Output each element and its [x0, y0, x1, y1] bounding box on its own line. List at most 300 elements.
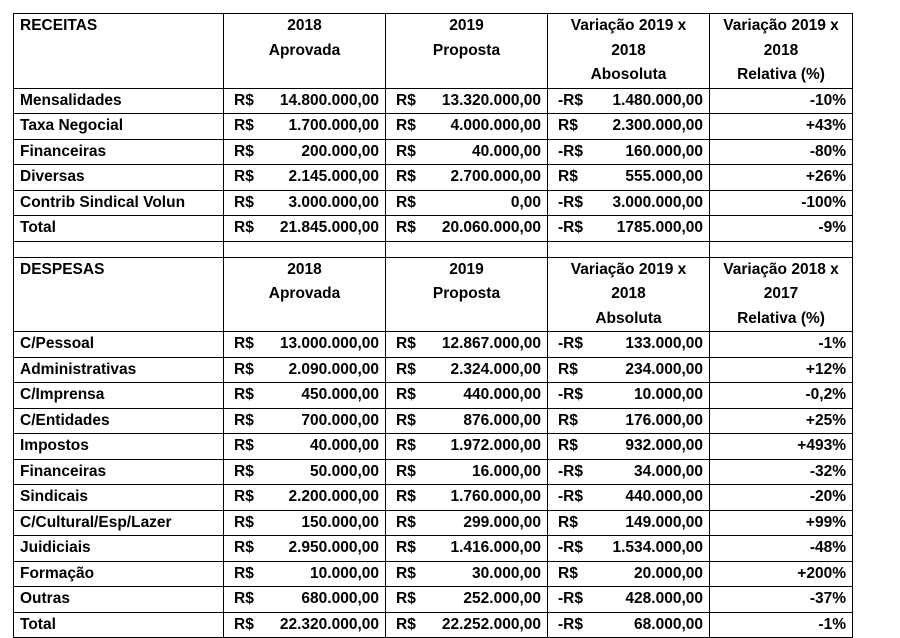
money-cell-c2	[386, 216, 548, 242]
money-value	[392, 409, 541, 434]
despesas-header-col2	[386, 257, 548, 332]
percent-value: -32%	[809, 462, 846, 480]
header-line: Relativa (%)	[737, 309, 825, 327]
money-value	[392, 485, 541, 510]
row-label	[14, 561, 224, 587]
amount: 13.000.000,00	[279, 335, 379, 352]
percent-value: -100%	[801, 193, 846, 211]
currency-prefix: R$	[234, 91, 254, 109]
percent-value: -10%	[809, 91, 846, 109]
amount: 3.000.000,00	[288, 193, 379, 211]
money-value	[392, 216, 541, 241]
money-value	[554, 216, 703, 241]
money-cell-c1	[224, 216, 386, 242]
despesas-title-text: DESPESAS	[20, 260, 105, 278]
currency-prefix: -R$	[558, 386, 583, 403]
currency-prefix: R$	[558, 564, 578, 582]
header-line: Aprovada	[268, 41, 341, 59]
currency-prefix: -R$	[558, 91, 583, 109]
amount: 450.000,00	[301, 386, 379, 403]
spacer-row	[14, 241, 853, 257]
money-value	[230, 511, 379, 536]
money-cell-c2	[386, 536, 548, 562]
table-row	[14, 139, 853, 165]
spacer-cell	[386, 241, 548, 257]
amount: 1.700.000,00	[288, 117, 379, 134]
money-value	[392, 140, 541, 165]
table-row	[14, 190, 853, 216]
table-row	[14, 114, 853, 140]
currency-prefix: R$	[396, 91, 416, 109]
money-cell-c1	[224, 165, 386, 191]
table-row	[14, 408, 853, 434]
money-cell-c3	[548, 383, 710, 409]
currency-prefix: R$	[234, 462, 254, 480]
currency-prefix: R$	[234, 564, 254, 582]
row-label	[14, 383, 224, 409]
money-cell-c2	[386, 383, 548, 409]
currency-prefix: R$	[396, 564, 416, 582]
money-cell-c2	[386, 408, 548, 434]
amount: 2.145.000,00	[288, 168, 379, 185]
money-cell-c3	[548, 485, 710, 511]
money-value	[230, 409, 379, 434]
row-label	[14, 165, 224, 191]
currency-prefix: R$	[234, 615, 254, 633]
percent-value: +43%	[805, 117, 846, 134]
amount: 0,00	[510, 193, 541, 211]
currency-prefix: R$	[396, 539, 416, 556]
amount: 2.090.000,00	[288, 360, 379, 378]
table-row	[14, 383, 853, 409]
money-value	[554, 536, 703, 561]
table-row	[14, 510, 853, 536]
money-value	[230, 613, 379, 638]
currency-prefix: R$	[558, 437, 578, 454]
currency-prefix: R$	[234, 142, 254, 160]
currency-prefix: R$	[234, 360, 254, 378]
money-cell-c2	[386, 332, 548, 358]
amount: 22.252.000,00	[441, 615, 541, 633]
table-row	[14, 332, 853, 358]
amount: 40.000,00	[472, 142, 541, 160]
money-value	[230, 114, 379, 139]
amount: 1.972.000,00	[450, 437, 541, 454]
money-cell-c3	[548, 561, 710, 587]
currency-prefix: R$	[396, 168, 416, 185]
money-cell-c2	[386, 88, 548, 114]
currency-prefix: R$	[558, 360, 578, 378]
table-row	[14, 485, 853, 511]
currency-prefix: R$	[396, 117, 416, 134]
budget-table-body	[14, 14, 853, 638]
amount: 932.000,00	[625, 437, 703, 454]
percent-cell	[710, 357, 853, 383]
header-line: Proposta	[432, 41, 501, 59]
money-cell-c2	[386, 139, 548, 165]
row-label	[14, 459, 224, 485]
amount: 21.845.000,00	[279, 219, 379, 236]
table-row	[14, 88, 853, 114]
currency-prefix: R$	[234, 386, 254, 403]
percent-value: +99%	[805, 513, 846, 531]
row-label	[14, 408, 224, 434]
percent-value: -1%	[818, 335, 846, 352]
money-cell-c3	[548, 216, 710, 242]
percent-cell	[710, 561, 853, 587]
money-cell-c3	[548, 332, 710, 358]
currency-prefix: R$	[234, 488, 254, 505]
despesas-header-col1	[224, 257, 386, 332]
amount: 176.000,00	[625, 411, 703, 429]
header-line: 2018	[287, 260, 322, 278]
money-cell-c3	[548, 510, 710, 536]
money-value	[554, 358, 703, 383]
money-value	[554, 191, 703, 216]
money-value	[230, 358, 379, 383]
receitas-header-col2	[386, 14, 548, 89]
percent-cell	[710, 165, 853, 191]
currency-prefix: -R$	[558, 539, 583, 556]
row-label	[14, 536, 224, 562]
currency-prefix: R$	[234, 539, 254, 556]
amount: 234.000,00	[625, 360, 703, 378]
percent-cell	[710, 139, 853, 165]
amount: 2.700.000,00	[450, 168, 541, 185]
money-value	[554, 587, 703, 612]
currency-prefix: R$	[396, 193, 416, 211]
money-cell-c3	[548, 190, 710, 216]
row-label-text: Juidiciais	[20, 539, 91, 556]
receitas-header-col3	[548, 14, 710, 89]
header-line: 2018	[611, 285, 646, 302]
money-value	[230, 587, 379, 612]
money-value	[392, 536, 541, 561]
table-row	[14, 561, 853, 587]
money-value	[392, 460, 541, 485]
money-cell-c1	[224, 332, 386, 358]
money-value	[230, 383, 379, 408]
header-line: Aprovada	[268, 285, 341, 302]
money-value	[392, 358, 541, 383]
money-cell-c1	[224, 190, 386, 216]
amount: 13.320.000,00	[441, 91, 541, 109]
currency-prefix: R$	[234, 437, 254, 454]
money-cell-c3	[548, 587, 710, 613]
spacer-cell	[224, 241, 386, 257]
money-cell-c1	[224, 587, 386, 613]
money-value	[230, 191, 379, 216]
money-cell-c2	[386, 357, 548, 383]
money-cell-c3	[548, 459, 710, 485]
row-label	[14, 114, 224, 140]
currency-prefix: -R$	[558, 142, 583, 160]
currency-prefix: R$	[558, 168, 578, 185]
currency-prefix: -R$	[558, 488, 583, 505]
amount: 14.800.000,00	[279, 91, 379, 109]
receitas-section-title	[14, 14, 224, 89]
amount: 1.534.000,00	[612, 539, 703, 556]
percent-cell	[710, 216, 853, 242]
row-label-text: Total	[20, 615, 56, 633]
money-value	[392, 383, 541, 408]
row-label-text: Formação	[20, 564, 95, 582]
amount: 440.000,00	[625, 488, 703, 505]
amount: 200.000,00	[301, 142, 379, 160]
currency-prefix: R$	[234, 335, 254, 352]
receitas-header-row	[14, 14, 853, 89]
currency-prefix: R$	[396, 386, 416, 403]
table-row	[14, 434, 853, 460]
money-value	[230, 434, 379, 459]
money-value	[392, 613, 541, 638]
money-cell-c3	[548, 165, 710, 191]
currency-prefix: R$	[558, 411, 578, 429]
currency-prefix: -R$	[558, 193, 583, 211]
currency-prefix: -R$	[558, 590, 583, 607]
amount: 2.300.000,00	[612, 117, 703, 134]
currency-prefix: R$	[234, 411, 254, 429]
amount: 299.000,00	[463, 513, 541, 531]
money-cell-c3	[548, 408, 710, 434]
despesas-header-col3	[548, 257, 710, 332]
currency-prefix: R$	[234, 513, 254, 531]
percent-cell	[710, 332, 853, 358]
money-cell-c2	[386, 587, 548, 613]
amount: 555.000,00	[625, 168, 703, 185]
currency-prefix: R$	[396, 142, 416, 160]
currency-prefix: -R$	[558, 335, 583, 352]
money-cell-c1	[224, 114, 386, 140]
percent-value: -80%	[809, 142, 846, 160]
money-cell-c3	[548, 357, 710, 383]
money-value	[554, 511, 703, 536]
spacer-cell	[710, 241, 853, 257]
amount: 20.000,00	[634, 564, 703, 582]
money-value	[230, 536, 379, 561]
money-value	[392, 191, 541, 216]
percent-cell	[710, 485, 853, 511]
table-row	[14, 165, 853, 191]
money-cell-c1	[224, 434, 386, 460]
receitas-header-col1	[224, 14, 386, 89]
row-label-text: C/Pessoal	[20, 335, 95, 352]
money-value	[554, 140, 703, 165]
money-cell-c1	[224, 139, 386, 165]
row-label-text: Sindicais	[20, 488, 89, 505]
amount: 34.000,00	[634, 462, 703, 480]
currency-prefix: R$	[396, 219, 416, 236]
amount: 10.000,00	[310, 564, 379, 582]
amount: 68.000,00	[634, 615, 703, 633]
money-value	[554, 89, 703, 114]
money-cell-c2	[386, 434, 548, 460]
amount: 700.000,00	[301, 411, 379, 429]
money-value	[230, 140, 379, 165]
amount: 16.000,00	[472, 462, 541, 480]
currency-prefix: -R$	[558, 462, 583, 480]
percent-cell	[710, 434, 853, 460]
table-row	[14, 536, 853, 562]
percent-value: +493%	[797, 437, 846, 454]
spacer-cell	[548, 241, 710, 257]
money-cell-c3	[548, 139, 710, 165]
amount: 30.000,00	[472, 564, 541, 582]
money-value	[554, 460, 703, 485]
amount: 252.000,00	[463, 590, 541, 607]
money-cell-c1	[224, 459, 386, 485]
money-cell-c2	[386, 510, 548, 536]
table-row	[14, 459, 853, 485]
header-line: 2019	[449, 17, 484, 34]
amount: 2.200.000,00	[288, 488, 379, 505]
budget-table	[13, 13, 853, 638]
header-line: 2018	[287, 17, 322, 34]
amount: 440.000,00	[463, 386, 541, 403]
row-label-text: C/Cultural/Esp/Lazer	[20, 513, 172, 531]
money-cell-c2	[386, 165, 548, 191]
money-value	[392, 587, 541, 612]
despesas-header-col4	[710, 257, 853, 332]
money-value	[230, 165, 379, 190]
money-value	[392, 434, 541, 459]
header-line: 2018	[763, 41, 799, 59]
header-line: Variação 2019 x	[723, 17, 839, 34]
percent-cell	[710, 510, 853, 536]
amount: 149.000,00	[625, 513, 703, 531]
money-cell-c1	[224, 408, 386, 434]
money-value	[230, 332, 379, 357]
currency-prefix: R$	[396, 590, 416, 607]
amount: 1785.000,00	[616, 219, 703, 236]
money-value	[554, 409, 703, 434]
currency-prefix: R$	[234, 590, 254, 607]
money-cell-c1	[224, 88, 386, 114]
money-value	[554, 165, 703, 190]
amount: 50.000,00	[310, 462, 379, 480]
money-cell-c2	[386, 114, 548, 140]
row-label-text: Impostos	[20, 437, 89, 454]
money-value	[554, 383, 703, 408]
money-value	[392, 89, 541, 114]
amount: 2.324.000,00	[450, 360, 541, 378]
row-label	[14, 357, 224, 383]
row-label	[14, 216, 224, 242]
money-cell-c1	[224, 510, 386, 536]
amount: 4.000.000,00	[450, 117, 541, 134]
money-value	[392, 511, 541, 536]
row-label-text: Taxa Negocial	[20, 117, 124, 134]
amount: 12.867.000,00	[441, 335, 541, 352]
currency-prefix: R$	[396, 437, 416, 454]
money-value	[230, 460, 379, 485]
percent-cell	[710, 408, 853, 434]
header-line: 2018	[611, 41, 646, 59]
row-label-text: Financeiras	[20, 142, 107, 160]
receitas-header-col4	[710, 14, 853, 89]
currency-prefix: R$	[396, 360, 416, 378]
money-cell-c1	[224, 561, 386, 587]
money-cell-c2	[386, 561, 548, 587]
currency-prefix: R$	[234, 219, 254, 236]
row-label-text: C/Entidades	[20, 411, 110, 429]
money-value	[230, 485, 379, 510]
row-label	[14, 434, 224, 460]
currency-prefix: R$	[396, 462, 416, 480]
money-value	[554, 434, 703, 459]
money-value	[554, 613, 703, 638]
money-value	[554, 562, 703, 587]
header-line: Variação 2018 x	[723, 260, 839, 278]
currency-prefix: R$	[396, 488, 416, 505]
amount: 428.000,00	[625, 590, 703, 607]
money-value	[554, 114, 703, 139]
amount: 2.950.000,00	[288, 539, 379, 556]
row-label-text: Total	[20, 219, 56, 236]
row-label-text: Outras	[20, 590, 70, 607]
money-cell-c1	[224, 485, 386, 511]
row-label-text: Mensalidades	[20, 91, 122, 109]
percent-value: -0,2%	[805, 386, 846, 403]
despesas-header-row	[14, 257, 853, 332]
amount: 133.000,00	[625, 335, 703, 352]
percent-cell	[710, 190, 853, 216]
money-cell-c3	[548, 434, 710, 460]
row-label-text: Financeiras	[20, 462, 107, 480]
row-label-text: Diversas	[20, 168, 85, 185]
currency-prefix: R$	[396, 513, 416, 531]
money-cell-c3	[548, 114, 710, 140]
amount: 3.000.000,00	[612, 193, 703, 211]
currency-prefix: R$	[234, 117, 254, 134]
despesas-section-title	[14, 257, 224, 332]
percent-value: +200%	[797, 564, 846, 582]
amount: 1.416.000,00	[450, 539, 541, 556]
row-label	[14, 139, 224, 165]
header-line: 2019	[449, 260, 484, 278]
row-label	[14, 485, 224, 511]
table-row	[14, 587, 853, 613]
table-row	[14, 216, 853, 242]
percent-value: -20%	[809, 488, 846, 505]
header-line: Abosoluta	[590, 66, 667, 83]
money-value	[230, 216, 379, 241]
money-value	[392, 165, 541, 190]
header-line: Variação 2019 x	[570, 260, 687, 278]
money-cell-c2	[386, 459, 548, 485]
money-cell-c2	[386, 190, 548, 216]
header-line: Relativa (%)	[737, 66, 825, 83]
amount: 150.000,00	[301, 513, 379, 531]
row-label-text: C/Imprensa	[20, 386, 105, 403]
money-cell-c3	[548, 536, 710, 562]
row-label	[14, 587, 224, 613]
currency-prefix: R$	[396, 335, 416, 352]
percent-cell	[710, 536, 853, 562]
row-label-text: Contrib Sindical Volun	[20, 193, 186, 211]
money-cell-c1	[224, 536, 386, 562]
amount: 20.060.000,00	[441, 219, 541, 236]
header-line: Proposta	[432, 285, 501, 302]
money-value	[554, 485, 703, 510]
currency-prefix: R$	[558, 513, 578, 531]
amount: 40.000,00	[310, 437, 379, 454]
currency-prefix: R$	[396, 411, 416, 429]
money-cell-c1	[224, 357, 386, 383]
percent-value: +25%	[805, 411, 846, 429]
percent-value: +26%	[805, 168, 846, 185]
percent-value: +12%	[805, 360, 846, 378]
